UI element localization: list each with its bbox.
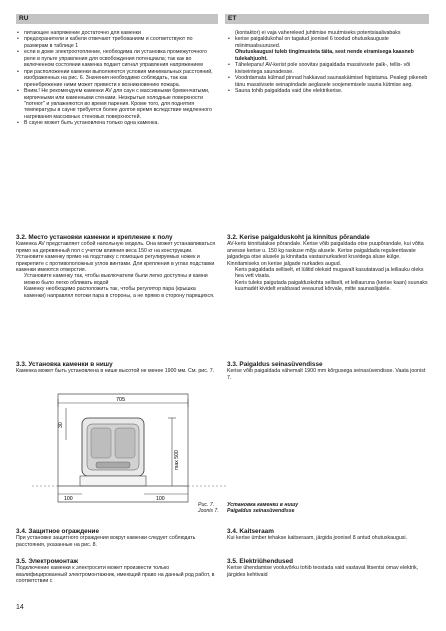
caption-ru-text: Установка каменки в нишу	[227, 502, 299, 508]
list-item: • Tähelepanu! AV-kerist pole soovitav paigaldada massiivsete palk-, tellis- või kiviseintega saunadesse.	[227, 62, 429, 75]
list-item: • Sauna tohib paigaldada vaid ühe elektrikerise.	[227, 88, 429, 94]
stove-body	[82, 418, 144, 476]
paragraph: Установите каменку так, чтобы выключатели были легко доступны и камни можно было легко обливать водой	[24, 273, 208, 286]
list-item: • питающее напряжение достаточно для каменки	[16, 30, 218, 36]
dim-705-label: 705	[116, 397, 126, 403]
dim-100-right-label: 100	[156, 496, 165, 502]
section-heading: 3.5. Elektriühendused	[227, 558, 294, 565]
list-item: (kontaktor) ei vaja vahereleed juhtimise muutmiseks potentsiaalivabaks	[235, 30, 401, 36]
paragraph: Kerise ühendamise vooluvõrku tohib teostada vaid vastavat litsentsi omav elektrik, järgides kehtivaid	[227, 565, 419, 578]
paragraph: Kerise võib paigaldada vähemalt 1900 mm kõrgusega seinasüvendisse. Vaata joonist 7.	[227, 368, 426, 381]
paragraph: Keris tuleks paigutada paigalduskohta selliselt, et leiliauruna (kerise kaan) suunaks kuumadét kividelt eralduvad veeaurud kõrvale, mitte saunaslijatele.	[235, 279, 428, 293]
section-heading: 3.2. Место установки каменки и крепление к полу	[16, 234, 173, 241]
section-heading: 3.2. Kerise paigalduskoht ja kinnitus põrandale	[227, 234, 370, 241]
section-heading: 3.4. Kaitseraam	[227, 528, 274, 535]
figure-caption	[198, 502, 298, 515]
right-section-3-5	[227, 558, 429, 578]
section-heading: 3.3. Paigaldus seinasüvendisse	[227, 361, 323, 368]
language-label-et: ET	[228, 15, 237, 22]
list-item: • Voodrdamata külmad pinnad hakkavad saunaskäimisel higistama. Pealegi pikeneb tänu massiivsete seinapindade aeglasele soojenemisele sauna kütmise aeg.	[227, 75, 429, 88]
section-heading: 3.3. Установка каменки в нишу	[16, 361, 113, 368]
paragraph: Keris paigaldada selliselt, et lülitid oleksid mugavalt kasutatavad ja leiliauku oleks hea vett visata.	[235, 267, 424, 280]
left-section-3-4	[16, 528, 218, 548]
paragraph: Kui kerise ümber tehakse kaitseraam, järgida joonisel 8 antud ohutuskaugusi.	[227, 535, 408, 542]
list-item: • kerise paigaldukohal on tagatud joonisel 6 toodud ohutuskauguste miinimaalsuurused.	[227, 36, 429, 49]
list-item: • предохранители и кабели отвечают требованиям и соответствуют по размерам в таблице 1	[16, 36, 218, 49]
dim-max500-label: max 500	[174, 450, 180, 470]
left-section-3-5	[16, 558, 218, 585]
page-number: 14	[16, 604, 24, 611]
paragraph: Каменка может быть установлена в нише высотой не менее 1900 мм. См. рис. 7.	[16, 368, 215, 375]
right-section-3-4	[227, 528, 429, 542]
paragraph: Каменку необходимо расположить так, чтобы регулятор пара (крышка каменки) направлял потоки пара в стороны, а не прямо в сторону парящихся.	[24, 286, 215, 299]
paragraph: Каменка AV представляет собой напольную модель. Она может устанавливаться прямо на деревянный пол с учетом влияния веса 150 кг на конструкции. Установите каменку прямо на подставку с помощью регулируемых ножек и прикрепите с противоположных углов винтами. Для крепления в углах подставки каменки имеются отверстия.	[16, 241, 216, 274]
paragraph: Подключение каменки к электросети может произвести только квалифицированный электромонтажник, имеющий право на данный род работ, в соответствии с	[16, 565, 215, 585]
paragraph: При установке защитного ограждения вокруг каменки следует соблюдать расстояния, указанные на рис. 8.	[16, 535, 196, 548]
language-label-ru: RU	[19, 15, 29, 22]
paragraph: AV-keris kinnitatakse põrandale. Kerise võib paigaldada otse puupõrandale, kui võtta arvesse kerise u. 150 kg raskuse mõju alusele. Kerise paigaldada reguleeritavate jalgadega otse alusele ja kinnitada vastasnurkadest kruvidega aluse külge. Kinnitamiseks on kerise jalgade nurkades augud.	[227, 241, 424, 267]
list-item: • Вним.! Не рекомендуем каменки AV для саун с массивными бревенчатыми, кирпичными или каменными стенами. Незкрытые холодные поверхности "потеют" и увлажняются во время парения. Кроме того, для поднятия температуры в сауне требуется более долгое время вследствие медленного нагревания массивных стеновых поверхностей.	[16, 88, 218, 120]
caption-et-number: Joonis 7.	[198, 508, 219, 515]
section-heading: 3.5. Электромонтаж	[16, 558, 79, 565]
list-item: • если в доме электроотопление, необходима ли установка промежуточного реле в пульте управления для освобождения потенциала; так как во включенном состоянии каменка подает сигнал управления напряжением	[16, 49, 218, 68]
caption-ru-number: Рис. 7.	[198, 502, 215, 508]
list-item: • В сауне может быть установлена только одна каменка.	[16, 120, 218, 126]
caption-et-text: Paigaldus seinasüvendisse	[227, 508, 295, 515]
section-heading: 3.4. Защитное ограждение	[16, 528, 100, 535]
dim-100-left-label: 100	[64, 496, 73, 502]
dim-30-label: 30	[58, 422, 64, 428]
stove-base	[80, 476, 146, 486]
list-item: Ohutuskaugusi tuleb tingimusteta täita, sest nende eiramisega kaasneb tulekahjuoht.	[235, 49, 414, 62]
list-item: • при расположении каменки выполняются условия минимальных расстояний, изображенных на рис. 6. Значения необходимо соблюдать, так как пренебрежение ними может привести к возникновению пожара.	[16, 69, 218, 88]
